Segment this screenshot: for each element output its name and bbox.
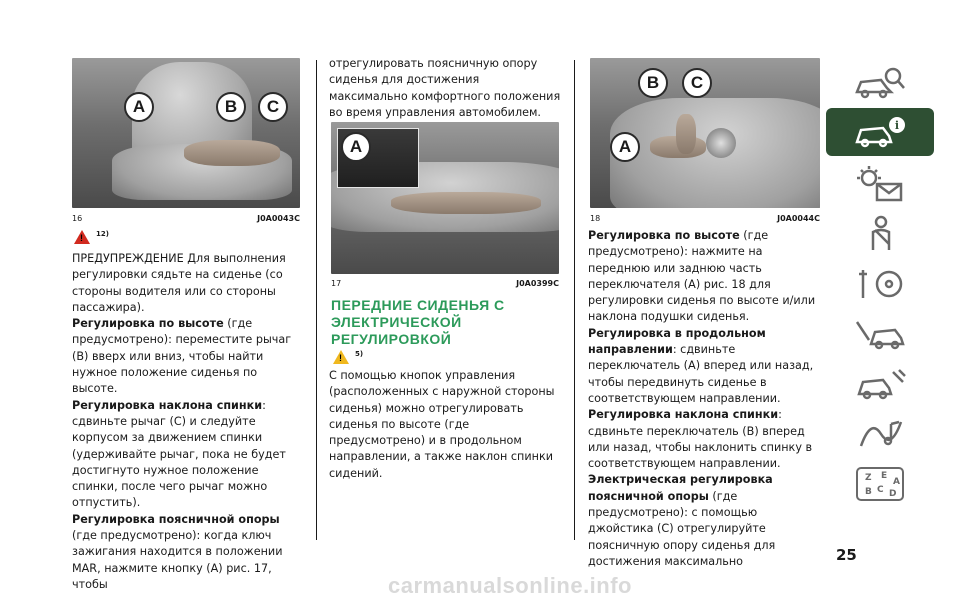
figure-code: J0A0044C: [777, 214, 820, 223]
svg-text:E: E: [881, 471, 888, 481]
warning-label: 12): [96, 230, 109, 238]
recline-title: Регулировка наклона спинки: [72, 398, 263, 412]
sidebar-item-warning-lights[interactable]: [826, 160, 934, 208]
figure-18-photo: [590, 58, 820, 208]
warning-triangle-icon: [74, 230, 90, 244]
figure-16-photo: [72, 58, 300, 208]
figure-16-caption: [72, 214, 300, 223]
section-heading: ПЕРЕДНИЕ СИДЕНЬЯ С ЭЛЕКТРИЧЕСКОЙ РЕГУЛИРОВКОЙ: [331, 297, 505, 347]
callout-a: A: [341, 132, 371, 162]
sidebar-item-driving[interactable]: [826, 260, 934, 308]
figure-number: 18: [590, 214, 601, 223]
svg-text:D: D: [889, 489, 897, 499]
steering-tools-icon: [851, 264, 909, 304]
lumbar-title: Электрическая регулировка поясничной опоры: [588, 473, 773, 503]
lumbar-paragraph: [588, 472, 824, 570]
height-title: Регулировка по высоте: [72, 317, 224, 331]
callout-c: C: [258, 92, 288, 122]
sidebar-item-safety[interactable]: [826, 210, 934, 258]
column-divider-2: [574, 60, 575, 540]
callout-a: A: [124, 92, 154, 122]
figure-number: 16: [72, 214, 83, 223]
warning-triangle-icon: [333, 350, 349, 364]
warning-12: [74, 230, 109, 244]
height-paragraph: [588, 228, 824, 326]
lumbar-title: Регулировка поясничной опоры: [72, 512, 280, 526]
sidebar-item-multimedia[interactable]: [826, 410, 934, 458]
recline-paragraph: [588, 407, 824, 472]
height-text: (где предусмотрено): нажмите на переднюю или заднюю часть переключателя (A) рис. 18 для регулировки сиденья по высоте и/или наклона подушки сиденья.: [588, 229, 816, 324]
sidebar-item-getting-to-know[interactable]: [826, 108, 934, 156]
lumbar-paragraph: [72, 512, 304, 593]
lumbar-text: (где предусмотрено): когда ключ зажигания находится в положении MAR, нажмите кнопку (A) рис. 17, чтобы: [72, 529, 283, 591]
figure-17-caption: [331, 279, 559, 288]
figure-code: J0A0399C: [516, 279, 559, 288]
sidebar-item-index[interactable]: [826, 460, 934, 508]
car-magnifier-icon: [851, 64, 909, 104]
warning-label: 5): [355, 350, 364, 358]
seat-side-trim: [391, 192, 541, 214]
warning-5: [333, 350, 363, 364]
callout-c: C: [682, 68, 712, 98]
svg-text:C: C: [877, 485, 884, 495]
svg-text:i: i: [894, 119, 900, 132]
recline-switch: [676, 114, 696, 154]
height-paragraph: [72, 316, 304, 397]
height-text: (где предусмотрено): переместите рычаг (B) вверх или вниз, чтобы найти нужное положение сиденья по высоте.: [72, 317, 292, 396]
section-body: С помощью кнопок управления (расположенных с наружной стороны сиденья) можно отрегулировать сиденья по высоте (где предусмотрено) и в продольном направлении, а также наклон спинки сидений.: [329, 369, 555, 480]
car-info-icon: [851, 112, 909, 152]
lumbar-text: (где предусмотрено): с помощью джойстика (C) отрегулируйте поясничную опору сиденья для достижения максимально: [588, 489, 776, 568]
seat-side-trim: [184, 140, 280, 166]
figure-17-photo: [331, 122, 559, 274]
warning-intro: ПРЕДУПРЕЖДЕНИЕ Для выполнения регулировки сядьте на сиденье (со стороны водителя или со стороны пассажира).: [72, 252, 286, 314]
lumbar-joystick: [706, 128, 736, 158]
figure-code: J0A0043C: [257, 214, 300, 223]
seatbelt-person-icon: [851, 214, 909, 254]
multimedia-music-icon: [851, 414, 909, 454]
column-2-top-text: [329, 56, 561, 121]
column-2-body: [329, 368, 561, 482]
callout-a: A: [610, 132, 640, 162]
sidebar-item-maintenance[interactable]: [826, 360, 934, 408]
alphabet-index-icon: [851, 464, 909, 504]
maintenance-car-icon: [851, 364, 909, 404]
car-tow-icon: [851, 314, 909, 354]
recline-paragraph: [72, 398, 304, 512]
recline-text: : сдвиньте переключатель (B) вперед или назад, чтобы наклонить спинку в соответствующем направлении.: [588, 408, 813, 471]
svg-text:B: B: [865, 487, 872, 497]
lumbar-continuation: отрегулировать поясничную опору сиденья для достижения максимально комфортного положения во время управления автомобилем.: [329, 57, 561, 119]
recline-title: Регулировка наклона спинки: [588, 408, 779, 422]
column-3-text: [588, 228, 824, 570]
sidebar-item-vehicle-overview[interactable]: [826, 60, 934, 108]
figure-18-caption: [590, 214, 820, 223]
column-divider-1: [316, 60, 317, 540]
svg-text:Z: Z: [865, 473, 872, 483]
svg-text:A: A: [893, 477, 900, 487]
column-1-text: [72, 251, 304, 593]
figure-number: 17: [331, 279, 342, 288]
longitudinal-paragraph: [588, 326, 824, 407]
recline-text: : сдвиньте рычаг (C) и следуйте корпусом за движением спинки (удерживайте рычаг, пока не будет достигнуто нужное положение спинки, после чего рычаг можно отпустить).: [72, 398, 286, 510]
longitudinal-title: Регулировка в продольном направлении: [588, 326, 766, 357]
longitudinal-text: : сдвиньте переключатель (A) вперед или назад, чтобы передвинуть сиденье в соответствующем направлении.: [588, 343, 814, 405]
sidebar-item-emergency[interactable]: [826, 310, 934, 358]
warning-light-envelope-icon: [851, 164, 909, 204]
callout-b: B: [638, 68, 668, 98]
callout-b: B: [216, 92, 246, 122]
watermark: carmanualsonline.info: [388, 573, 632, 598]
height-title: Регулировка по высоте: [588, 229, 740, 242]
page-number: 25: [836, 546, 857, 564]
